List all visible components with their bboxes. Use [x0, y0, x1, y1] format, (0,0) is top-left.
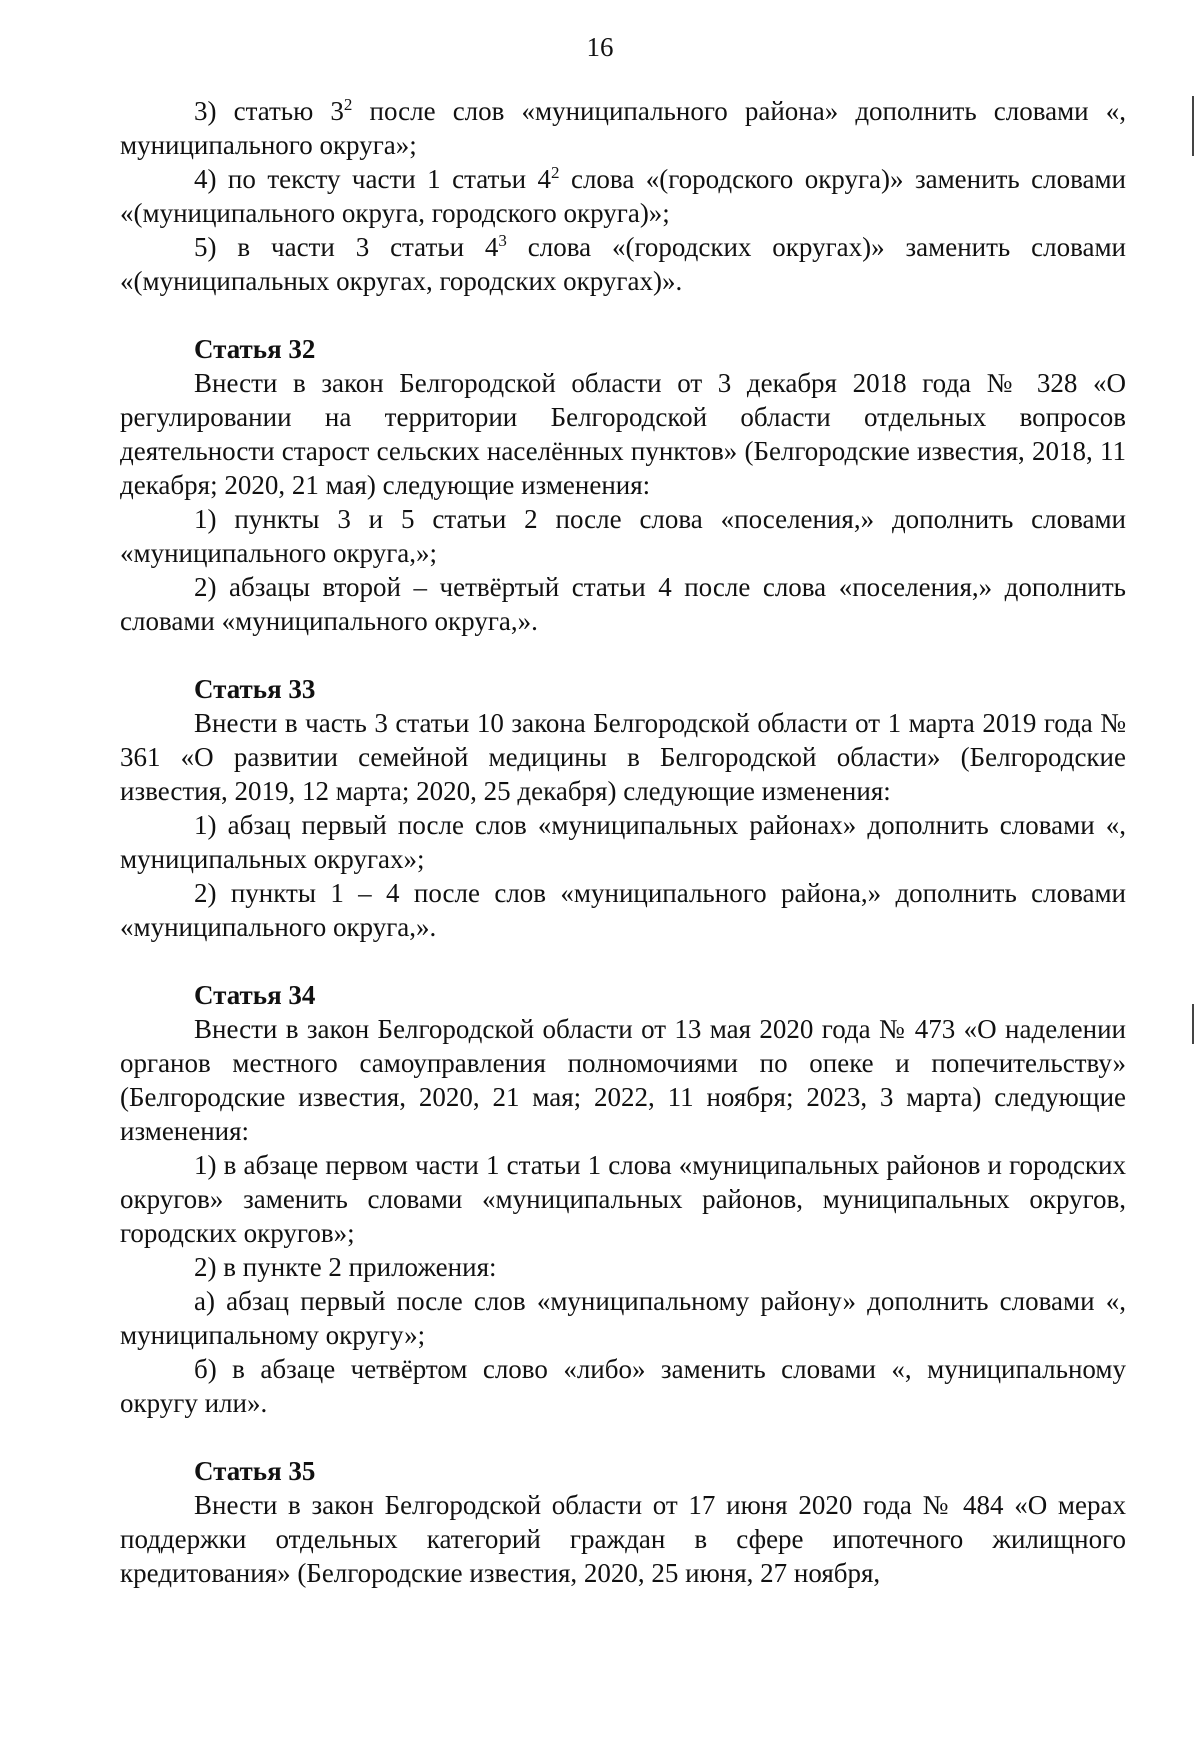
paragraph	[120, 570, 1126, 638]
paragraph	[120, 1352, 1126, 1420]
section-gap	[120, 638, 1126, 672]
scan-edge-mark	[1192, 96, 1194, 156]
paragraph	[120, 1284, 1126, 1352]
paragraph-text: 1) в абзаце первом части 1 статьи 1 слова «муниципальных районов и городских округов» заменить словами «муниципальных районов, муниципальных округов, городских округов»;	[120, 1150, 1126, 1248]
paragraph-text: Внести в закон Белгородской области от 13 мая 2020 года № 473 «О наделении органов местного самоуправления полномочиями по опеке и попечительству» (Белгородские известия, 2020, 21 мая; 2022, 11 ноября; 2023, 3 марта) следующие изменения:	[120, 1014, 1126, 1146]
article-heading: Статья 33	[194, 674, 316, 704]
paragraph	[120, 1250, 1126, 1284]
paragraph	[120, 230, 1126, 298]
paragraph	[120, 1012, 1126, 1148]
page-number: 16	[586, 32, 614, 62]
paragraph-text: 3) статью 3	[194, 96, 344, 126]
paragraph-text: 1) абзац первый после слов «муниципальных районах» дополнить словами «, муниципальных округах»;	[120, 810, 1126, 874]
paragraph-text: слова «(городских округах)» заменить словами «(муниципальных округах, городских округах)».	[120, 232, 1126, 296]
article-heading: Статья 32	[194, 334, 316, 364]
paragraph-text: 1) пункты 3 и 5 статьи 2 после слова «поселения,» дополнить словами «муниципального округа,»;	[120, 504, 1126, 568]
paragraph	[120, 162, 1126, 230]
scan-edge-mark	[1192, 1004, 1194, 1044]
paragraph-text: 2) пункты 1 – 4 после слов «муниципального района,» дополнить словами «муниципального округа,».	[120, 878, 1126, 942]
superscript: 2	[343, 95, 353, 114]
section-gap	[120, 298, 1126, 332]
paragraph-text: Внести в часть 3 статьи 10 закона Белгородской области от 1 марта 2019 года № 361 «О развитии семейной медицины в Белгородской области» (Белгородские известия, 2019, 12 марта; 2020, 25 декабря) следующие изменения:	[120, 708, 1126, 806]
paragraph	[120, 366, 1126, 502]
paragraph	[120, 1148, 1126, 1250]
paragraph	[120, 1488, 1126, 1590]
paragraph-text: 2) в пункте 2 приложения:	[194, 1252, 497, 1282]
paragraph	[120, 706, 1126, 808]
paragraph-text: б) в абзаце четвёртом слово «либо» заменить словами «, муниципальному округу или».	[120, 1354, 1126, 1418]
article-heading: Статья 35	[194, 1456, 316, 1486]
paragraph	[120, 876, 1126, 944]
paragraph-text: Внести в закон Белгородской области от 17 июня 2020 года № 484 «О мерах поддержки отдельных категорий граждан в сфере ипотечного жилищного кредитования» (Белгородские известия, 2020, 25 июня, 27 ноября,	[120, 1490, 1126, 1588]
paragraph	[120, 502, 1126, 570]
section-gap	[120, 944, 1126, 978]
paragraph-text: Внести в закон Белгородской области от 3 декабря 2018 года № 328 «О регулировании на территории Белгородской области отдельных вопросов деятельности старост сельских населённых пунктов» (Белгородские известия, 2018, 11 декабря; 2020, 21 мая) следующие изменения:	[120, 368, 1126, 500]
paragraph-text: 2) абзацы второй – четвёртый статьи 4 после слова «поселения,» дополнить словами «муниципального округа,».	[120, 572, 1126, 636]
superscript: 3	[498, 231, 507, 250]
paragraph-text: слова «(городского округа)» заменить словами «(муниципального округа, городского округа)»;	[120, 164, 1126, 228]
article-heading: Статья 34	[194, 980, 316, 1010]
section-gap	[120, 1420, 1126, 1454]
paragraph	[120, 94, 1126, 162]
paragraph	[120, 808, 1126, 876]
paragraph-text: 4) по тексту части 1 статьи 4	[194, 164, 552, 194]
document-body	[120, 94, 1126, 1590]
superscript: 2	[551, 163, 560, 182]
paragraph-text: а) абзац первый после слов «муниципальному району» дополнить словами «, муниципальному округу»;	[120, 1286, 1126, 1350]
paragraph-text: после слов «муниципального района» дополнить словами «, муниципального округа»;	[120, 96, 1126, 160]
paragraph-text: 5) в части 3 статьи 4	[194, 232, 499, 262]
